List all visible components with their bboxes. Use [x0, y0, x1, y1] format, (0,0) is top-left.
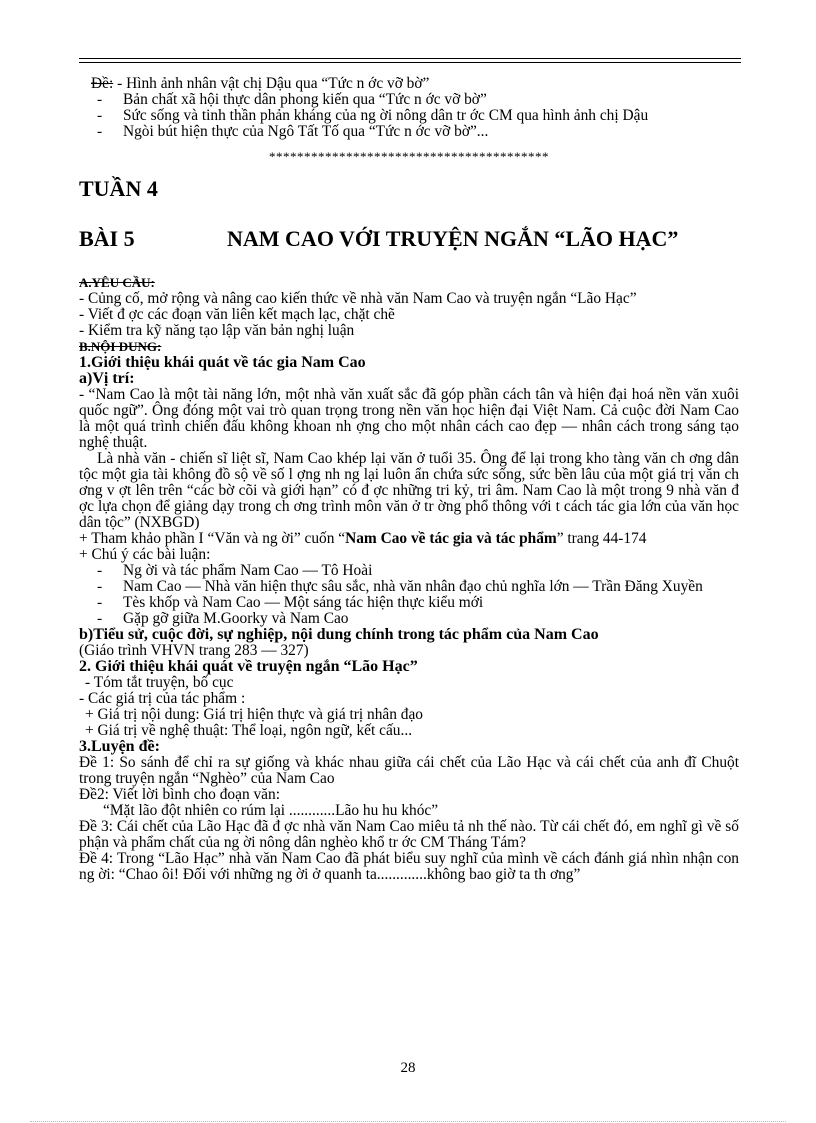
header-rule-top [79, 58, 741, 59]
lesson-name: NAM CAO VỚI TRUYỆN NGẮN “LÃO HẠC” [227, 226, 679, 251]
section-1b-note: (Giáo trình VHVN trang 283 — 327) [79, 642, 309, 659]
exercise-2-quote: “Mặt lão đột nhiên co rúm lại ............Lão hu hu khóc” [103, 802, 439, 819]
requirement-item: - Kiểm tra kỹ năng tạo lập văn bản nghị luận [79, 322, 355, 339]
section-1b-title: b)Tiểu sử, cuộc đời, sự nghiệp, nội dung chính trong tác phẩm của Nam Cao [79, 626, 599, 643]
section-2-item: + Giá trị về nghệ thuật: Thể loại, ngôn ngữ, kết cấu... [85, 722, 413, 739]
section-3-title: 3.Luyện đề: [79, 738, 160, 755]
week-title: TUẦN 4 [79, 176, 158, 201]
exercise-2: Đề2: Viết lời bình cho đoạn văn: [79, 786, 280, 803]
page-number: 28 [400, 1060, 416, 1076]
section-1a-paragraph: - “Nam Cao là một tài năng lớn, một nhà văn xuất sắc đã góp phần cách tân và hiện đại hoá nền văn xuôi quốc ngữ”. Ông đóng một vai trò quan trọng trong nền văn học hiện đại Việt Nam. Cả cuộc đời Nam Cao là một quá trình chiến đấu không khoan nh ợng cho một nhân cách cao đẹp — nhân cách trong sáng tạo nghệ thuật. [79, 386, 739, 451]
lesson-title [79, 227, 739, 251]
essay-item: - Nam Cao — Nhà văn hiện thực sâu sắc, nhà văn nhân đạo chủ nghĩa lớn — Trần Đăng Xuyền [97, 578, 703, 595]
topic-item: - Ngòi bút hiện thực của Ngô Tất Tố qua “Tức n ớc vỡ bờ”... [97, 123, 489, 140]
essay-item: - Ng ời và tác phẩm Nam Cao — Tô Hoài [97, 562, 373, 579]
section-2-item: - Các giá trị của tác phẩm : [79, 690, 246, 707]
section-1-title: 1.Giới thiệu khái quát về tác gia Nam Cao [79, 354, 366, 371]
lesson-number: BÀI 5 [79, 226, 135, 251]
topic-item: - Sức sống và tinh thần phản kháng của ng ời nông dân tr ớc CM qua hình ảnh chị Dậu [97, 107, 649, 124]
exercise-3: Đề 3: Cái chết của Lão Hạc đã đ ợc nhà văn Nam Cao miêu tả nh thế nào. Từ cái chết đó, em nghĩ gì về số phận và phẩm chất của ng ời nông dân nghèo khổ tr ớc CM Tháng Tám? [79, 818, 739, 851]
section-1a-title: a)Vị trí: [79, 370, 135, 387]
header-rule-bottom [79, 62, 741, 63]
section-2-item: + Giá trị nội dung: Giá trị hiện thực và giá trị nhân đạo [85, 706, 424, 723]
content-heading: B.NỘI DUNG: [79, 339, 162, 354]
section-2-item: - Tóm tắt truyện, bố cục [85, 674, 234, 691]
reference-book: Nam Cao về tác gia và tác phẩm [345, 530, 557, 547]
exercise-4: Đề 4: Trong “Lão Hạc” nhà văn Nam Cao đã phát biểu suy nghĩ của mình về cách đánh giá nhìn nhận con ng ời: “Chao ôi! Đối với những ng ời ở quanh ta.............không bao giờ ta th ơng” [79, 850, 739, 883]
star-divider: **************************************** [269, 149, 549, 164]
topic-first: Đề: - Hình ảnh nhân vật chị Dậu qua “Tức n ớc vỡ bờ” [91, 75, 430, 92]
reference-line: + Tham khảo phần I “Văn và ng ời” cuốn “Nam Cao về tác gia và tác phẩm” trang 44-174 [79, 530, 647, 547]
requirement-item: - Viết đ ợc các đoạn văn liên kết mạch lạc, chặt chẽ [79, 306, 395, 323]
page-bottom-edge [30, 1121, 786, 1122]
essay-note: + Chú ý các bài luận: [79, 546, 211, 563]
essay-item: - Gặp gỡ giữa M.Goorky và Nam Cao [97, 610, 349, 627]
page-content [79, 76, 739, 883]
requirement-item: - Củng cố, mở rộng và nâng cao kiến thức về nhà văn Nam Cao và truyện ngắn “Lão Hạc” [79, 290, 637, 307]
requirements-heading: A.YÊU CẦU: [79, 275, 155, 290]
topic-item: - Bản chất xã hội thực dân phong kiến qua “Tức n ớc vỡ bờ” [97, 91, 487, 108]
exercise-1: Đề 1: So sánh để chỉ ra sự giống và khác nhau giữa cái chết của Lão Hạc và cái chết của anh đĩ Chuột trong truyện ngắn “Nghèo” của Nam Cao [79, 754, 739, 787]
topic-label: Đề: [91, 75, 114, 92]
essay-item: - Tès khốp và Nam Cao — Một sáng tác hiện thực kiểu mới [97, 594, 484, 611]
section-2-title: 2. Giới thiệu khái quát về truyện ngắn “Lão Hạc” [79, 658, 418, 675]
section-1a-paragraph: Là nhà văn - chiến sĩ liệt sĩ, Nam Cao khép lại văn ở tuổi 35. Ông để lại trong kho tàng văn ch ơng dân tộc một gia tài không đồ sộ về số l ợng nh ng lại luôn ẩn chứa sức sống, sức bền lâu của một giá trị văn ch ơng v ợt lên trên “các bờ cõi và giới hạn” có đ ợc những tri kỷ, tri âm. Nam Cao là một trong 9 nhà văn đ ợc lựa chọn để giảng dạy trong ch ơng trình môn văn ở tr ờng phổ thông với t cách tác gia lớn của văn học dân tộc” (NXBGD) [79, 450, 739, 531]
